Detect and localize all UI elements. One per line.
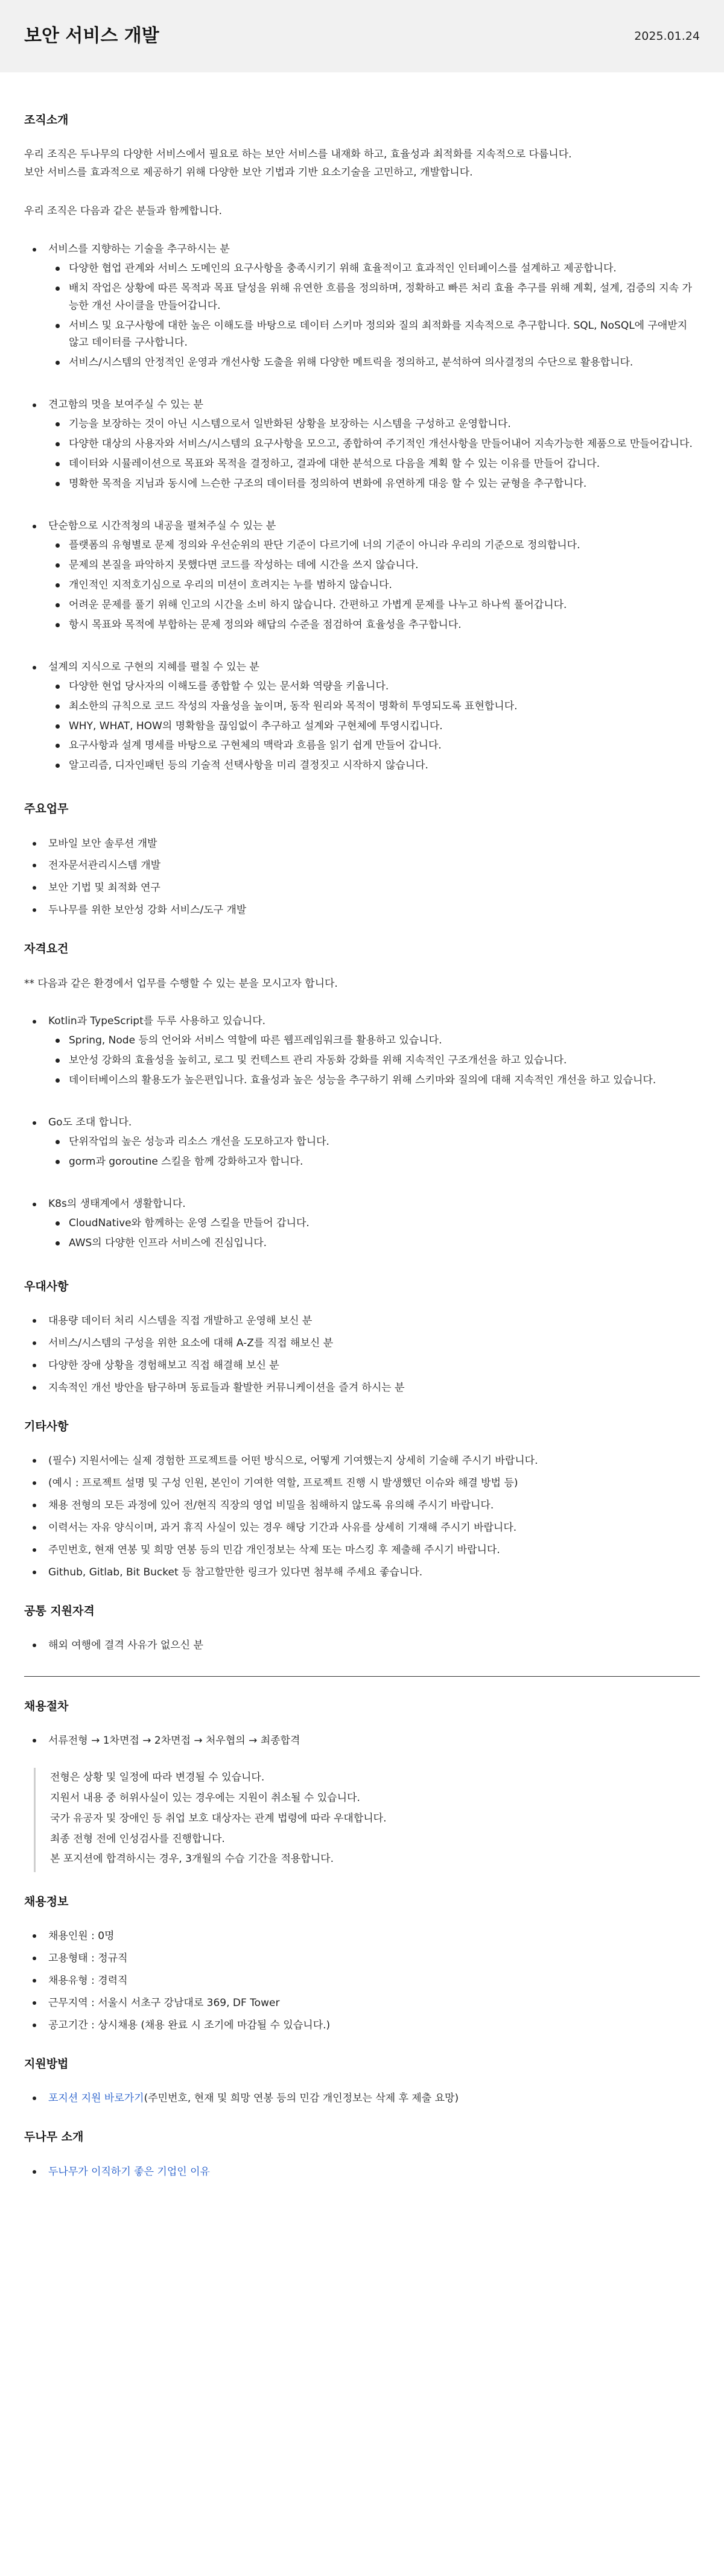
list-item: 데이터와 시뮬레이션으로 목표와 목적을 결정하고, 결과에 대한 분석으로 다음을 계획 할 수 있는 이유를 만들어 갑니다. bbox=[48, 455, 700, 473]
list-item: 보안성 강화의 효율성을 높히고, 로그 및 컨텍스트 관리 자동화 강화를 위해 지속적인 구조개선을 하고 있습니다. bbox=[48, 1052, 700, 1069]
requirements-group bbox=[24, 1196, 700, 1252]
requirements-group-sublist bbox=[48, 1133, 700, 1171]
list-item: 명확한 목적을 지님과 동시에 느슨한 구조의 데이터를 정의하여 변화에 유연하게 대응 할 수 있는 균형을 추구합니다. bbox=[48, 475, 700, 493]
org-group-sublist bbox=[48, 678, 700, 774]
org-group-item bbox=[24, 659, 700, 775]
org-with bbox=[24, 203, 700, 221]
info-list bbox=[24, 1928, 700, 2034]
list-item: 채용 전형의 모든 과정에 있어 전/현직 직장의 영업 비밀을 침해하지 않도록 유의해 주시기 바랍니다. bbox=[24, 1497, 700, 1514]
org-intro-line: 우리 조직은 두나무의 다양한 서비스에서 필요로 하는 보안 서비스를 내재화 하고, 효율성과 최적화를 지속적으로 다룹니다. bbox=[24, 148, 572, 161]
org-group-title: 견고함의 멋을 보여주실 수 있는 분 bbox=[48, 399, 203, 411]
section-title-info: 채용정보 bbox=[24, 1895, 69, 1909]
list-item: 전자문서관리시스템 개발 bbox=[24, 857, 700, 875]
list-item: 단위작업의 높은 성능과 리소스 개선을 도모하고자 합니다. bbox=[48, 1133, 700, 1151]
org-group-sublist bbox=[48, 537, 700, 633]
org-group-sublist bbox=[48, 260, 700, 372]
org-group-item bbox=[24, 518, 700, 634]
requirements-note-text: ** 다음과 같은 환경에서 업무를 수행할 수 있는 분을 모시고자 합니다. bbox=[24, 977, 338, 990]
list-item: 고용형태 : 정규직 bbox=[24, 1950, 700, 1967]
apply-list bbox=[24, 2090, 700, 2107]
about-list bbox=[24, 2163, 700, 2181]
org-group-title: 서비스를 지향하는 기술을 추구하시는 분 bbox=[48, 242, 230, 255]
list-item: (예시 : 프로젝트 설명 및 구성 인원, 본인이 기여한 역할, 프로젝트 진행 시 발생했던 이슈와 해결 방법 등) bbox=[24, 1475, 700, 1492]
section-title-requirements: 자격요건 bbox=[24, 942, 69, 956]
requirements-group-title: Kotlin과 TypeScript를 두루 사용하고 있습니다. bbox=[48, 1015, 266, 1028]
apply-note: (주민번호, 현재 및 희망 연봉 등의 민감 개인정보는 삭제 후 제출 요망) bbox=[144, 2092, 459, 2105]
section-title-other: 기타사항 bbox=[24, 1420, 69, 1434]
list-item: 데이터베이스의 활용도가 높은편입니다. 효율성과 높은 성능을 추구하기 위해 스키마와 질의에 대해 지속적인 개선을 하고 있습니다. bbox=[48, 1072, 700, 1089]
preferred-list bbox=[24, 1312, 700, 1397]
section-title-tasks: 주요업무 bbox=[24, 802, 69, 816]
list-item: 다양한 협업 관계와 서비스 도메인의 요구사항을 충족시키기 위해 효율적이고 효과적인 인터페이스를 설계하고 제공합니다. bbox=[48, 260, 700, 277]
list-item: 문제의 본질을 파악하지 못했다면 코드를 작성하는 데에 시간을 쓰지 않습니다. bbox=[48, 557, 700, 574]
list-item: 서류전형 → 1차면접 → 2차면접 → 처우협의 → 최종합격 bbox=[24, 1732, 700, 1750]
list-item: 개인적인 지적호기심으로 우리의 미션이 흐려지는 누를 범하지 않습니다. bbox=[48, 577, 700, 594]
org-group-title: 단순함으로 시간적쳥의 내공을 펼쳐주실 수 있는 분 bbox=[48, 519, 276, 532]
section-title-process: 채용절차 bbox=[24, 1700, 69, 1714]
about-link[interactable]: 두나무가 이직하기 좋은 기업인 이유 bbox=[48, 2165, 210, 2178]
list-item: 대용량 데이터 처리 시스템을 직접 개발하고 운영해 보신 분 bbox=[24, 1312, 700, 1330]
list-item: (필수) 지원서에는 실제 경험한 프로젝트를 어떤 방식으로, 어떻게 기여했는지 상세히 기술해 주시기 바랍니다. bbox=[24, 1452, 700, 1470]
list-item: 주민번호, 현재 연봉 및 희망 연봉 등의 민감 개인정보는 삭제 또는 마스킹 후 제출해 주시기 바랍니다. bbox=[24, 1542, 700, 1559]
notice-line: 국가 유공자 및 장애인 등 취업 보호 대상자는 관계 법령에 따라 우대합니다. bbox=[50, 1812, 387, 1824]
list-item: 요구사항과 설계 명세를 바탕으로 구현체의 맥락과 흐름을 읽기 쉽게 만들어 갑니다. bbox=[48, 737, 700, 755]
requirements-group bbox=[24, 1115, 700, 1171]
list-item: 두나무를 위한 보안성 강화 서비스/도구 개발 bbox=[24, 902, 700, 919]
list-item: 채용유형 : 경력직 bbox=[24, 1972, 700, 1990]
org-group bbox=[24, 518, 700, 634]
requirements-group-sublist bbox=[48, 1032, 700, 1089]
list-item: gorm과 goroutine 스킬을 함께 강화하고자 합니다. bbox=[48, 1153, 700, 1171]
process-list bbox=[24, 1732, 700, 1750]
list-item: 공고기간 : 상시채용 (채용 완료 시 조기에 마감될 수 있습니다.) bbox=[24, 2017, 700, 2034]
org-group bbox=[24, 397, 700, 493]
section-title-apply: 지원방법 bbox=[24, 2057, 69, 2071]
list-item: 항시 목표와 목적에 부합하는 문제 정의와 해답의 수준을 점검하여 효율성을 추구합니다. bbox=[48, 616, 700, 634]
list-item bbox=[24, 2163, 700, 2181]
list-item: 최소한의 규칙으로 코드 작성의 자율성을 높이며, 동작 원리와 목적이 명확히 투영되도록 표현합니다. bbox=[48, 698, 700, 715]
notice-line: 본 포지션에 합격하시는 경우, 3개월의 수습 기간을 적용합니다. bbox=[50, 1853, 334, 1866]
list-item: 알고리즘, 디자인패턴 등의 기술적 선택사항을 미리 결정짓고 시작하지 않습니다. bbox=[48, 757, 700, 774]
requirements-group-item bbox=[24, 1115, 700, 1171]
list-item: 다양한 대상의 사용자와 서비스/시스템의 요구사항을 모으고, 종합하여 주기적인 개선사항을 만들어내어 지속가능한 제품으로 만들어갑니다. bbox=[48, 435, 700, 453]
section-title-org: 조직소개 bbox=[24, 113, 69, 127]
notice-line: 전형은 상황 및 일정에 따라 변경될 수 있습니다. bbox=[50, 1771, 265, 1784]
requirements-group-title: Go도 조대 합니다. bbox=[48, 1116, 132, 1129]
list-item: 기능을 보장하는 것이 아닌 시스템으로서 일반화된 상황을 보장하는 시스템을 구성하고 운영합니다. bbox=[48, 416, 700, 433]
requirements-group-item bbox=[24, 1196, 700, 1252]
list-item: 이력서는 자유 양식이며, 과거 휴직 사실이 있는 경우 해당 기간과 사유를 상세히 기재해 주시기 바랍니다. bbox=[24, 1519, 700, 1537]
org-group bbox=[24, 659, 700, 775]
requirements-group-item bbox=[24, 1013, 700, 1089]
org-group-title: 설계의 지식으로 구현의 지혜를 펼칠 수 있는 분 bbox=[48, 660, 259, 673]
org-intro bbox=[24, 146, 700, 182]
list-item: 근무지역 : 서울시 서초구 강남대로 369, DF Tower bbox=[24, 1995, 700, 2012]
section-title-common: 공통 지원자격 bbox=[24, 1604, 95, 1618]
requirements-note bbox=[24, 975, 700, 993]
list-item: 채용인원 : 0명 bbox=[24, 1928, 700, 1945]
section-divider bbox=[24, 1676, 700, 1677]
post-date: 2025.01.24 bbox=[634, 29, 700, 43]
list-item: 모바일 보안 솔루션 개발 bbox=[24, 835, 700, 853]
list-item: 다양한 장애 상황을 경험해보고 직접 해결해 보신 분 bbox=[24, 1357, 700, 1375]
page-header bbox=[0, 0, 724, 72]
other-list bbox=[24, 1452, 700, 1581]
section-title-about: 두나무 소개 bbox=[24, 2130, 84, 2144]
page-title: 보안 서비스 개발 bbox=[24, 25, 159, 46]
common-list bbox=[24, 1637, 700, 1654]
org-group-item bbox=[24, 241, 700, 372]
process-notice bbox=[34, 1768, 700, 1872]
list-item: 서비스 및 요구사항에 대한 높은 이해도를 바탕으로 데이터 스키마 정의와 질의 최적화를 지속적으로 추구합니다. SQL, NoSQL에 구애받지 않고 데이터를 구사합니다. bbox=[48, 317, 700, 352]
list-item bbox=[24, 2090, 700, 2107]
org-group bbox=[24, 241, 700, 372]
apply-link[interactable]: 포지션 지원 바로가기 bbox=[48, 2092, 144, 2105]
requirements-group bbox=[24, 1013, 700, 1089]
requirements-group-sublist bbox=[48, 1215, 700, 1252]
requirements-group-title: K8s의 생태계에서 생활합니다. bbox=[48, 1198, 186, 1210]
list-item: Spring, Node 등의 언어와 서비스 역할에 따른 웹프레임워크를 활용하고 있습니다. bbox=[48, 1032, 700, 1049]
list-item: 서비스/시스템의 구성을 위한 요소에 대해 A-Z를 직접 해보신 분 bbox=[24, 1335, 700, 1352]
job-description bbox=[0, 72, 724, 2235]
notice-line: 최종 전형 전에 인성검사를 진행합니다. bbox=[50, 1832, 225, 1845]
list-item: 지속적인 개선 방안을 탐구하며 동료들과 활발한 커뮤니케이션을 즐겨 하시는 분 bbox=[24, 1379, 700, 1397]
list-item: 서비스/시스템의 안정적인 운영과 개선사항 도출을 위해 다양한 메트릭을 정의하고, 분석하여 의사결정의 수단으로 활용합니다. bbox=[48, 354, 700, 372]
list-item: 플랫폼의 유형별로 문제 정의와 우선순위의 판단 기준이 다르기에 너의 기준이 아니라 우리의 기준으로 정의합니다. bbox=[48, 537, 700, 554]
org-group-item bbox=[24, 397, 700, 493]
notice-line: 지원서 내용 중 허위사실이 있는 경우에는 지원이 취소될 수 있습니다. bbox=[50, 1792, 360, 1805]
list-item: 해외 여행에 결격 사유가 없으신 분 bbox=[24, 1637, 700, 1654]
list-item: AWS의 다양한 인프라 서비스에 진심입니다. bbox=[48, 1235, 700, 1252]
list-item: 어려운 문제를 풀기 위해 인고의 시간을 소비 하지 않습니다. 간편하고 가볍게 문제를 나누고 하나씩 풀어갑니다. bbox=[48, 597, 700, 614]
list-item: 배치 작업은 상황에 따른 목적과 목표 달성을 위해 유연한 흐름을 정의하며, 정확하고 빠른 처리 효율 추구를 위해 계획, 설계, 검증의 지속 가능한 개선 사이클을 만들어갑니다. bbox=[48, 280, 700, 315]
list-item: WHY, WHAT, HOW의 명확함을 끊임없이 추구하고 설계와 구현체에 투영시킵니다. bbox=[48, 718, 700, 735]
list-item: 다양한 현업 당사자의 이해도를 종합할 수 있는 문서화 역량을 키웁니다. bbox=[48, 678, 700, 695]
org-intro-line: 보안 서비스를 효과적으로 제공하기 위해 다양한 보안 기법과 기반 요소기술을 고민하고, 개발합니다. bbox=[24, 166, 473, 179]
list-item: 보안 기법 및 최적화 연구 bbox=[24, 879, 700, 897]
tasks-list bbox=[24, 835, 700, 920]
section-title-preferred: 우대사항 bbox=[24, 1280, 69, 1294]
org-group-sublist bbox=[48, 416, 700, 493]
list-item: Github, Gitlab, Bit Bucket 등 참고할만한 링크가 있다면 첨부해 주세요 좋습니다. bbox=[24, 1564, 700, 1581]
list-item: CloudNative와 함께하는 운영 스킬을 만들어 갑니다. bbox=[48, 1215, 700, 1232]
org-with-text: 우리 조직은 다음과 같은 분들과 함께합니다. bbox=[24, 204, 223, 217]
